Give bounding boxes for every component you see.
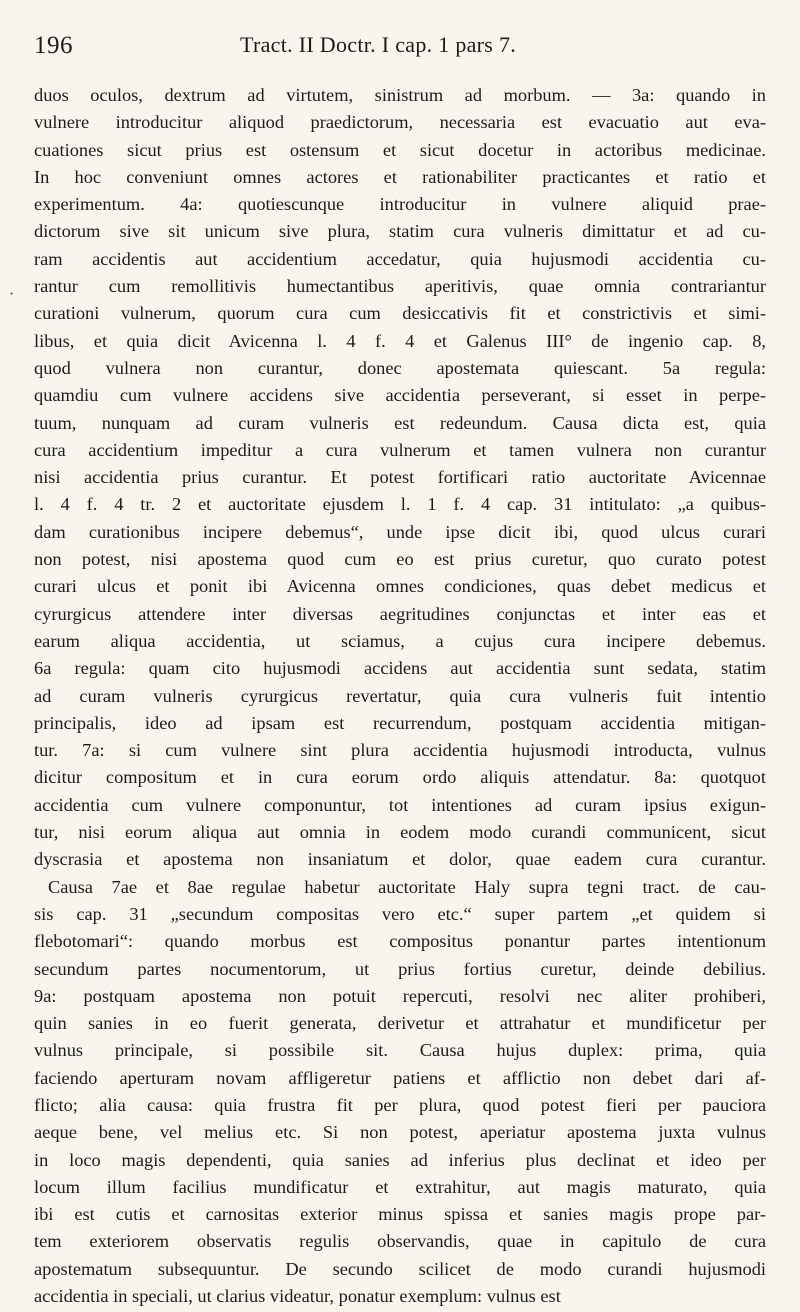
text-line	[34, 737, 766, 764]
text-line-content: rantur cum remollitivis humectantibus aperitivis, quae omnia contrariantur	[34, 276, 766, 297]
text-line	[34, 246, 766, 273]
text-line	[34, 464, 766, 491]
text-line-content: experimentum. 4a: quotiescunque introducitur in vulnere aliquid prae-	[34, 194, 766, 215]
text-line	[34, 1174, 766, 1201]
page-number: 196	[34, 32, 73, 59]
text-line	[34, 410, 766, 437]
text-line-content: dicitur compositum et in cura eorum ordo aliquis attendatur. 8a: quotquot	[34, 767, 766, 788]
text-line	[34, 82, 766, 109]
text-line-content: cura accidentium impeditur a cura vulnerum et tamen vulnera non curantur	[34, 439, 766, 460]
text-line	[34, 764, 766, 791]
text-line-content: cyrurgicus attendere inter diversas aegritudines conjunctas et inter eas et	[34, 603, 766, 624]
margin-mark: ·	[9, 286, 15, 303]
text-line	[34, 1065, 766, 1092]
text-line	[34, 1037, 766, 1064]
text-line-content: curari ulcus et ponit ibi Avicenna omnes condiciones, quas debet medicus et	[34, 576, 766, 597]
text-line-content: secundum partes nocumentorum, ut prius fortius curetur, deinde debilius.	[34, 958, 766, 979]
text-line-content: flebotomari“: quando morbus est compositus ponantur partes intentionum	[34, 931, 766, 952]
text-line	[34, 300, 766, 327]
text-line-content: accidentia in speciali, ut clarius videatur, ponatur exemplum: vulnus est	[34, 1286, 561, 1307]
text-line-content: cuationes sicut prius est ostensum et sicut docetur in actoribus medicinae.	[34, 139, 766, 160]
text-line-content: duos oculos, dextrum ad virtutem, sinistrum ad morbum. — 3a: quando in	[34, 85, 766, 105]
text-line	[34, 1228, 766, 1255]
running-head: Tract. II Doctr. I cap. 1 pars 7.	[240, 32, 517, 57]
text-line	[34, 1119, 766, 1146]
text-line	[34, 819, 766, 846]
text-line-content: tur, nisi eorum aliqua aut omnia in eodem modo curandi communicent, sicut	[34, 822, 766, 843]
text-line-content: quod vulnera non curantur, donec apostemata quiescant. 5a regula:	[34, 357, 766, 378]
body-text	[34, 82, 766, 1310]
text-line	[34, 655, 766, 682]
text-line	[34, 491, 766, 518]
text-line-content: aeque bene, vel melius etc. Si non potest, aperiatur apostema juxta vulnus	[34, 1122, 766, 1143]
text-line-content: apostematum subsequuntur. De secundo scilicet de modo curandi hujusmodi	[34, 1258, 766, 1279]
text-line-content: faciendo aperturam novam affligeretur patiens et afflictio non debet dari af-	[34, 1067, 766, 1088]
text-line	[34, 601, 766, 628]
text-line-content: tuum, nunquam ad curam vulneris est redeundum. Causa dicta est, quia	[34, 412, 766, 433]
text-line-content: vulnus principale, si possibile sit. Causa hujus duplex: prima, quia	[34, 1040, 766, 1061]
text-line	[34, 901, 766, 928]
text-line	[34, 710, 766, 737]
text-line	[34, 846, 766, 873]
text-line-content: nisi accidentia prius curantur. Et potest fortificari ratio auctoritate Avicennae	[34, 467, 766, 488]
text-line	[34, 191, 766, 218]
text-line	[34, 109, 766, 136]
text-line	[34, 164, 766, 191]
page-header	[34, 28, 760, 64]
text-line	[34, 546, 766, 573]
text-line	[34, 218, 766, 245]
text-line	[34, 928, 766, 955]
text-line-content: quamdiu cum vulnere accidens sive accidentia perseverant, si esset in perpe-	[34, 385, 766, 406]
text-line-content: ibi est cutis et carnositas exterior minus spissa et sanies magis prope par-	[34, 1204, 766, 1225]
text-line-content: curationi vulnerum, quorum cura cum desiccativis fit et constrictivis et simi-	[34, 303, 766, 324]
text-line	[34, 628, 766, 655]
text-line-content: in loco magis dependenti, quia sanies ad inferius plus declinat et ideo per	[34, 1149, 766, 1170]
text-line-content: flicto; alia causa: quia frustra fit per plura, quod potest fieri per pauciora	[34, 1094, 766, 1115]
text-line	[34, 683, 766, 710]
text-line	[34, 1256, 766, 1283]
text-line	[34, 1283, 766, 1310]
text-line	[34, 1010, 766, 1037]
text-line-content: l. 4 f. 4 tr. 2 et auctoritate ejusdem l. 1 f. 4 cap. 31 intitulato: „a quibus-	[34, 494, 766, 515]
text-line-content: principalis, ideo ad ipsam est recurrendum, postquam accidentia mitigan-	[34, 712, 766, 733]
text-line	[34, 137, 766, 164]
text-line-content: In hoc conveniunt omnes actores et rationabiliter practicantes et ratio et	[34, 166, 766, 187]
text-line-content: accidentia cum vulnere componuntur, tot intentiones ad curam ipsius exigun-	[34, 794, 766, 815]
text-line	[34, 382, 766, 409]
text-line	[34, 1201, 766, 1228]
text-line	[34, 983, 766, 1010]
text-line	[34, 519, 766, 546]
text-line	[34, 328, 766, 355]
text-line-content: ram accidentis aut accidentium accedatur, quia hujusmodi accidentia cu-	[34, 248, 766, 269]
text-line-content: quin sanies in eo fuerit generata, derivetur et attrahatur et mundificetur per	[34, 1013, 766, 1034]
text-line-content: 6a regula: quam cito hujusmodi accidens aut accidentia sunt sedata, statim	[34, 658, 766, 679]
text-line	[34, 874, 766, 901]
text-line	[34, 573, 766, 600]
text-line-content: Causa 7ae et 8ae regulae habetur auctoritate Haly supra tegni tract. de cau-	[48, 876, 766, 897]
text-line-content: tem exteriorem observatis regulis observandis, quae in capitulo de cura	[34, 1231, 766, 1252]
text-line-content: earum aliqua accidentia, ut sciamus, a cujus cura incipere debemus.	[34, 630, 766, 651]
text-line-content: dyscrasia et apostema non insaniatum et dolor, quae eadem cura curantur.	[34, 849, 766, 870]
text-line	[34, 956, 766, 983]
text-line-content: non potest, nisi apostema quod cum eo est prius curetur, quo curato potest	[34, 549, 766, 570]
text-line-content: dictorum sive sit unicum sive plura, statim cura vulneris dimittatur et ad cu-	[34, 221, 766, 242]
text-line-content: 9a: postquam apostema non potuit repercuti, resolvi nec aliter prohiberi,	[34, 985, 766, 1006]
text-line-content: sis cap. 31 „secundum compositas vero etc.“ super partem „et quidem si	[34, 903, 766, 924]
text-line-content: vulnere introducitur aliquod praedictorum, necessaria est evacuatio aut eva-	[34, 112, 766, 133]
text-line-content: ad curam vulneris cyrurgicus revertatur, quia cura vulneris fuit intentio	[34, 685, 766, 706]
text-line-content: dam curationibus incipere debemus“, unde ipse dicit ibi, quod ulcus curari	[34, 521, 766, 542]
text-line	[34, 1147, 766, 1174]
text-line	[34, 792, 766, 819]
text-line-content: tur. 7a: si cum vulnere sint plura accidentia hujusmodi introducta, vulnus	[34, 740, 766, 761]
text-line	[34, 355, 766, 382]
text-line	[34, 437, 766, 464]
text-line-content: locum illum facilius mundificatur et extrahitur, aut magis maturato, quia	[34, 1176, 766, 1197]
text-line	[34, 1092, 766, 1119]
text-line	[34, 273, 766, 300]
text-line-content: libus, et quia dicit Avicenna l. 4 f. 4 et Galenus III° de ingenio cap. 8,	[34, 330, 766, 351]
